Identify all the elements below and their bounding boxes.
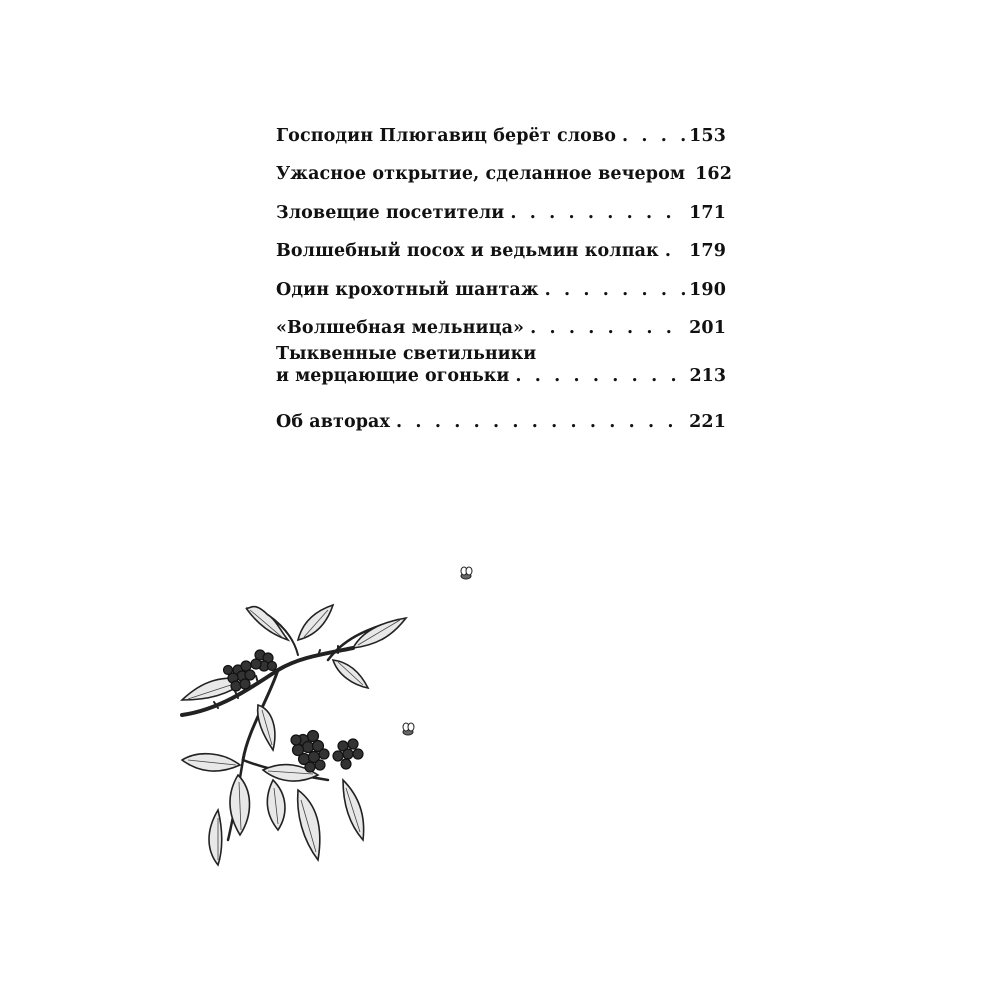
toc-entry[interactable]	[276, 224, 726, 263]
toc-leader-dots	[515, 365, 685, 387]
toc-entry-title: Ужасное открытие, сделанное вечером	[276, 164, 686, 184]
toc-entry[interactable]	[276, 301, 726, 340]
toc-leader-dots	[545, 279, 686, 301]
toc-entry-title: Господин Плюгавиц берёт слово	[276, 125, 616, 146]
toc-entry-title: Один крохотный шантаж	[276, 279, 539, 300]
toc-leader-dots	[396, 411, 685, 433]
toc-entry-page: 190	[689, 279, 726, 300]
toc-entry-page: 179	[689, 241, 726, 261]
toc-entry-title: Волшебный посох и ведьмин колпак	[276, 241, 659, 261]
table-of-contents	[276, 108, 732, 433]
toc-entry-title: Об авторах	[276, 412, 391, 432]
toc-entry-page: 221	[689, 412, 726, 432]
toc-entry[interactable]	[276, 339, 726, 399]
toc-entry-page: 162	[695, 164, 732, 184]
leaf	[258, 705, 275, 750]
toc-entry-title: Зловещие посетители	[276, 202, 505, 223]
blackberry-branch-illustration	[178, 560, 478, 880]
toc-entry-title-continued: и мерцающие огоньки	[276, 366, 510, 386]
toc-entry-page: 201	[689, 318, 726, 338]
toc-entry-page: 153	[689, 125, 726, 146]
toc-leader-dots	[510, 202, 685, 224]
toc-entry[interactable]	[276, 399, 726, 433]
bee-icon	[403, 723, 414, 735]
toc-entry-title: «Волшебная мельница»	[276, 318, 525, 338]
toc-entry[interactable]	[276, 262, 726, 301]
bee-icon	[461, 567, 472, 579]
blackberry-cluster	[291, 731, 363, 773]
blackberry-cluster	[224, 650, 277, 691]
leaf	[209, 810, 222, 865]
toc-entry[interactable]	[276, 108, 726, 147]
toc-leader-dots	[665, 240, 685, 262]
toc-entry-page: 171	[689, 202, 726, 223]
toc-leader-dots	[530, 317, 685, 339]
toc-entry-page: 213	[689, 366, 726, 386]
toc-entry-title: Тыквенные светильники	[276, 344, 537, 364]
toc-entry[interactable]	[276, 147, 732, 186]
toc-leader-dots	[622, 125, 685, 147]
toc-entry[interactable]	[276, 185, 726, 224]
